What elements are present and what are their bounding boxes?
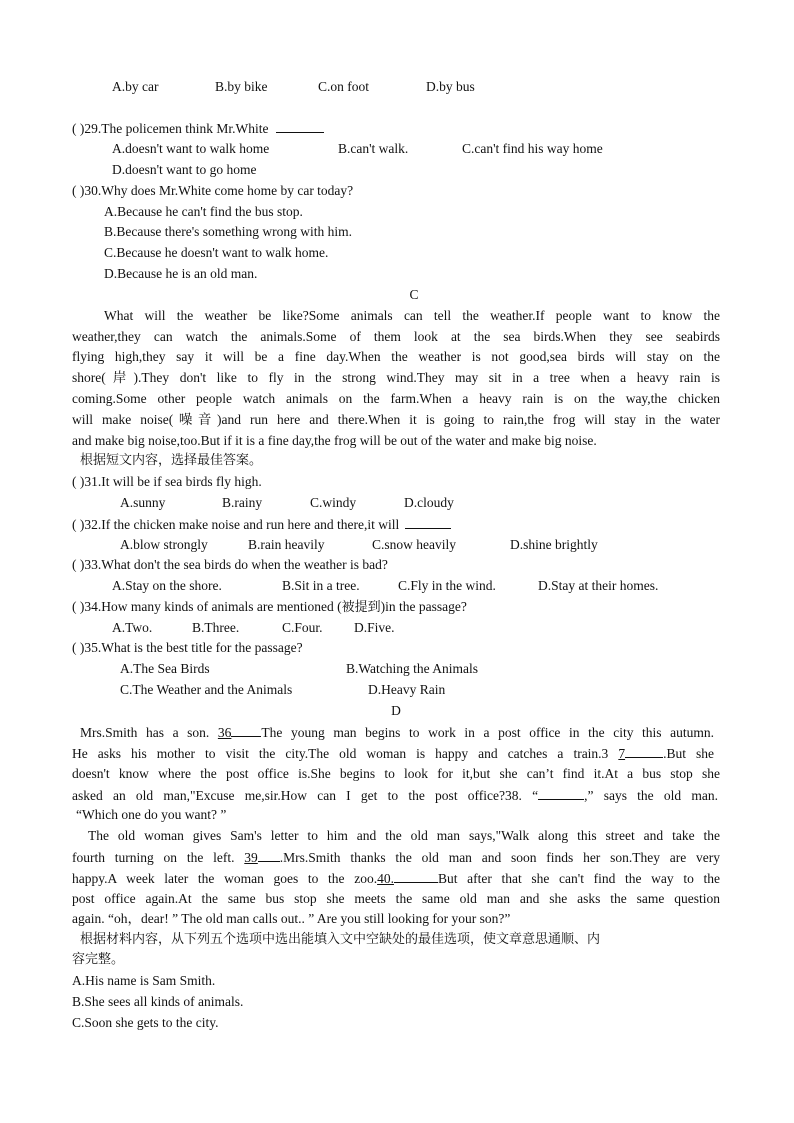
q28-option-d: D.by bus <box>426 79 475 94</box>
q31-question <box>72 472 262 492</box>
q28-option-c: C.on foot <box>318 79 370 94</box>
section-c-line-3: flying high,they say it will be a fine day.When the weather is not good,sea birds will stay on the <box>72 349 720 364</box>
q29-number: ( )29. <box>72 121 102 136</box>
section-c-line-5: coming.Some other people watch animals on the farm.When a heavy rain is on the way,the chicken <box>72 391 720 406</box>
section-d-option-c: C.Soon she gets to the city. <box>72 1015 219 1030</box>
blank-38[interactable] <box>538 785 584 800</box>
p1-text: He asks his mother to visit the city.The old woman is happy and catches a train.3 <box>72 746 609 761</box>
q31-stem: It will be if sea birds fly high. <box>101 474 262 489</box>
q32-option-d: D.shine brightly <box>510 537 598 552</box>
q35-stem: What is the best title for the passage? <box>101 640 303 655</box>
q29-option-a: A.doesn't want to walk home <box>112 141 270 156</box>
section-c-instruction: 根据短文内容，选择最佳答案。 <box>80 453 263 468</box>
blank-40[interactable]: 40. <box>377 871 394 886</box>
q33-question <box>72 555 388 575</box>
q34-number: ( )34. <box>72 599 102 614</box>
blank-37[interactable]: 7 <box>618 746 626 761</box>
q31-option-d: D.cloudy <box>404 495 454 510</box>
q33-stem: What don't the sea birds do when the weather is bad? <box>101 557 388 572</box>
blank-39[interactable]: 39 <box>244 850 258 865</box>
blank-39-line[interactable] <box>258 847 280 862</box>
section-c-line-4: shore(岸).They don't like to fly in the strong wind.They may sit in a tree when a heavy rain is <box>72 370 720 385</box>
section-c-line-7: and make big noise,too.But if it is a fine day,the frog will be out of the water and make big noise. <box>72 433 597 448</box>
section-d-option-b: B.She sees all kinds of animals. <box>72 994 244 1009</box>
q29-stem: The policemen think Mr.White <box>101 121 269 136</box>
q30-option-a: A.Because he can't find the bus stop. <box>104 204 303 219</box>
q31-option-b: B.rainy <box>222 495 263 510</box>
section-d-p1-line-5: “Which one do you want? ” <box>76 807 227 822</box>
q35-number: ( )35. <box>72 640 102 655</box>
p2-text: happy.A week later the woman goes to the zoo. <box>72 871 378 886</box>
section-d-option-a: A.His name is Sam Smith. <box>72 973 216 988</box>
q32-question <box>72 514 451 535</box>
section-d-p1-line-4 <box>72 785 718 806</box>
q31-option-a: A.sunny <box>120 495 166 510</box>
q29-option-c: C.can't find his way home <box>462 141 603 156</box>
q34-stem-cjk: 被提到 <box>341 600 381 615</box>
p2-text: .Mrs.Smith thanks the old man and soon finds her son.They are very <box>279 850 720 865</box>
q34-option-b: B.Three. <box>192 620 240 635</box>
q34-stem-a: How many kinds of animals are mentioned ( <box>101 599 342 614</box>
blank-36-line[interactable] <box>231 722 261 737</box>
q29-option-d: D.doesn't want to go home <box>112 162 257 177</box>
q28-option-b: B.by bike <box>215 79 268 94</box>
p1-text: asked an old man,"Excuse me,sir.How can I get to the post office?38. “ <box>72 788 539 803</box>
section-d-title: D <box>391 703 401 718</box>
q32-option-c: C.snow heavily <box>372 537 456 552</box>
q31-number: ( )31. <box>72 474 102 489</box>
p1-text: ,” says the old man. <box>584 788 718 803</box>
q30-option-c: C.Because he doesn't want to walk home. <box>104 245 329 260</box>
q33-option-a: A.Stay on the shore. <box>112 578 222 593</box>
p1-text: Mrs.Smith has a son. <box>80 725 210 740</box>
q35-option-d: D.Heavy Rain <box>368 682 446 697</box>
section-d-p2-line-5: again. “oh，dear! ” The old man calls out.. ” Are you still looking for your son?” <box>72 911 511 926</box>
q30-question <box>72 181 353 201</box>
q32-option-b: B.rain heavily <box>248 537 325 552</box>
q35-question <box>72 638 303 658</box>
section-c-line-6: will make noise(噪音)and run here and there.When it is going to rain,the frog will stay in the water <box>72 412 720 427</box>
section-c-line-2: weather,they can watch the animals.Some of them look at the sea birds.When they see seabirds <box>72 329 720 344</box>
q32-option-a: A.blow strongly <box>120 537 208 552</box>
q29-option-b: B.can't walk. <box>338 141 409 156</box>
p1-text: The young man begins to work in a post office in the city this autumn. <box>261 725 715 740</box>
q30-number: ( )30. <box>72 183 102 198</box>
q28-option-a: A.by car <box>112 79 159 94</box>
q30-stem: Why does Mr.White come home by car today? <box>101 183 354 198</box>
q30-option-b: B.Because there's something wrong with him. <box>104 224 353 239</box>
blank-36[interactable]: 36 <box>217 725 232 740</box>
section-d-p1-line-2 <box>72 743 714 764</box>
section-c-line-1: What will the weather be like?Some animals can tell the weather.If people want to know the <box>104 308 720 323</box>
q34-option-c: C.Four. <box>282 620 323 635</box>
q33-number: ( )33. <box>72 557 102 572</box>
section-d-p2-line-4: post office again.At the same bus stop she meets the same old man and she asks the same question <box>72 891 720 906</box>
q29-answer-blank[interactable] <box>276 118 324 133</box>
q34-option-a: A.Two. <box>112 620 153 635</box>
q32-number: ( )32. <box>72 517 102 532</box>
section-d-p2-line-3 <box>72 868 720 889</box>
blank-40-line[interactable] <box>394 868 438 883</box>
p1-text: .But she <box>663 746 714 761</box>
q34-question <box>72 597 467 618</box>
blank-37-line[interactable] <box>625 743 663 758</box>
q32-stem: If the chicken make noise and run here and there,it will <box>101 517 400 532</box>
section-c-title: C <box>409 287 419 302</box>
q32-answer-blank[interactable] <box>405 514 451 529</box>
q30-option-d: D.Because he is an old man. <box>104 266 258 281</box>
q33-option-d: D.Stay at their homes. <box>538 578 659 593</box>
section-d-p2-line-1: The old woman gives Sam's letter to him and the old man says,"Walk along this street and take the <box>88 828 720 843</box>
q34-stem-b: )in the passage? <box>380 599 467 614</box>
q31-option-c: C.windy <box>310 495 357 510</box>
section-d-p1-line-3: doesn't know where the post office is.She begins to look for it,but she can’t find it.At a bus stop she <box>72 766 720 781</box>
p2-text: But after that she can't find the way to the <box>437 871 720 886</box>
q29-question <box>72 118 324 139</box>
section-d-p1-line-1 <box>80 722 714 743</box>
p2-text: fourth turning on the left. <box>72 850 235 865</box>
section-d-p2-line-2 <box>72 847 720 868</box>
q33-option-b: B.Sit in a tree. <box>282 578 360 593</box>
q34-option-d: D.Five. <box>354 620 395 635</box>
q35-option-a: A.The Sea Birds <box>120 661 210 676</box>
q35-option-b: B.Watching the Animals <box>346 661 479 676</box>
section-d-instruction-2: 容完整。 <box>72 952 125 967</box>
section-d-instruction-1: 根据材料内容，从下列五个选项中选出能填入文中空缺处的最佳选项，使文章意思通顺、内 <box>80 932 601 947</box>
q33-option-c: C.Fly in the wind. <box>398 578 496 593</box>
q35-option-c: C.The Weather and the Animals <box>120 682 293 697</box>
